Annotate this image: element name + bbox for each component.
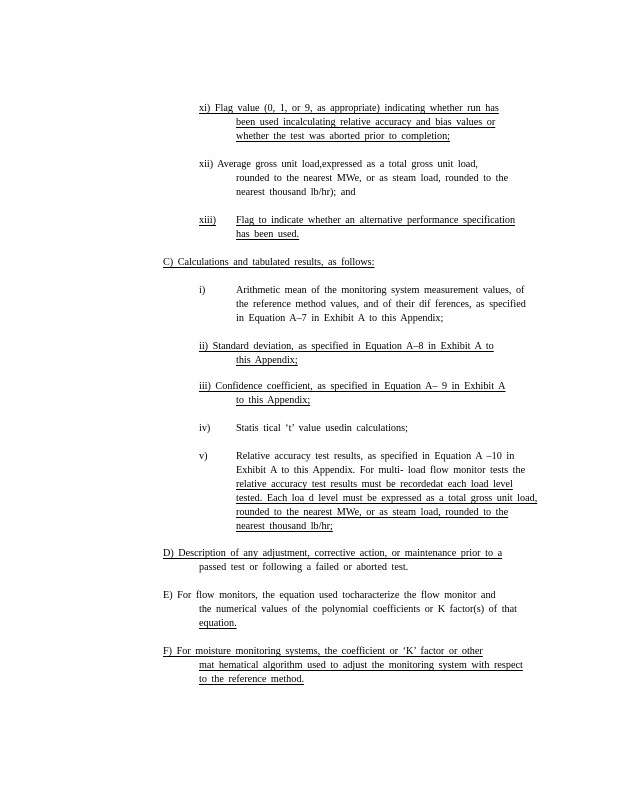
item-c-iv-marker: iv) — [199, 423, 211, 434]
item-xi-line-1: xi) Flag value (0, 1, or 9, as appropriate) indicating whether run has — [199, 103, 499, 114]
section-f-line-3: to the reference method. — [199, 674, 304, 685]
section-d-line-2: passed test or following a failed or aborted test. — [199, 562, 409, 573]
item-xii-line-3: nearest thousand lb/hr); and — [236, 187, 356, 198]
item-c-v-line-6: nearest thousand lb/hr; — [236, 521, 333, 532]
item-c-v-marker: v) — [199, 451, 208, 462]
item-c-v-line-5: rounded to the nearest MWe, or as steam load, rounded to the — [236, 507, 509, 518]
item-c-ii-line-1: ii) Standard deviation, as specified in Equation A–8 in Exhibit A to — [199, 341, 494, 352]
item-xiii-marker: xiii) — [199, 215, 216, 226]
item-c-ii-line-2: this Appendix; — [236, 355, 298, 366]
item-c-iii-line-1: iii) Confidence coefficient, as specified in Equation A– 9 in Exhibit A — [199, 381, 506, 392]
item-c-v-line-4: tested. Each loa d level must be expressed as a total gross unit load, — [236, 493, 538, 504]
item-xii-line-1: xii) Average gross unit load,expressed as a total gross unit load, — [199, 159, 478, 170]
item-c-iii-line-2: to this Appendix; — [236, 395, 311, 406]
item-c-v-line-3: relative accuracy test results must be recordedat each load level — [236, 479, 513, 490]
item-c-i-line-1: Arithmetic mean of the monitoring system measurement values, of — [236, 285, 525, 296]
section-d-line-1: D) Description of any adjustment, corrective action, or maintenance prior to a — [163, 548, 503, 559]
section-c-heading: C) Calculations and tabulated results, as follows: — [163, 257, 375, 268]
item-c-iv-text: Statis tical ‘t’ value usedin calculations; — [236, 423, 408, 434]
item-xiii-line-1: Flag to indicate whether an alternative performance specification — [236, 215, 516, 226]
section-e-line-3: equation. — [199, 618, 237, 629]
section-f-line-2: mat hematical algorithm used to adjust the monitoring system with respect — [199, 660, 523, 671]
item-xiii-line-2: has been used. — [236, 229, 300, 240]
item-xi-line-2: been used incalculating relative accuracy and bias values or — [236, 117, 496, 128]
section-e-line-1: E) For flow monitors, the equation used tocharacterize the flow monitor and — [163, 590, 496, 601]
item-c-v-line-1: Relative accuracy test results, as specified in Equation A –10 in — [236, 451, 515, 462]
section-e-line-2: the numerical values of the polynomial coefficients or K factor(s) of that — [199, 604, 517, 615]
item-c-i-marker: i) — [199, 285, 206, 296]
item-xi-line-3: whether the test was aborted prior to completion; — [236, 131, 451, 142]
item-c-i-line-3: in Equation A–7 in Exhibit A to this Appendix; — [236, 313, 444, 324]
section-f-line-1: F) For moisture monitoring systems, the coefficient or ‘K’ factor or other — [163, 646, 483, 657]
item-c-i-line-2: the reference method values, and of their dif ferences, as specified — [236, 299, 526, 310]
item-xii-line-2: rounded to the nearest MWe, or as steam load, rounded to the — [236, 173, 509, 184]
item-c-v-line-2: Exhibit A to this Appendix. For multi- load flow monitor tests the — [236, 465, 526, 476]
